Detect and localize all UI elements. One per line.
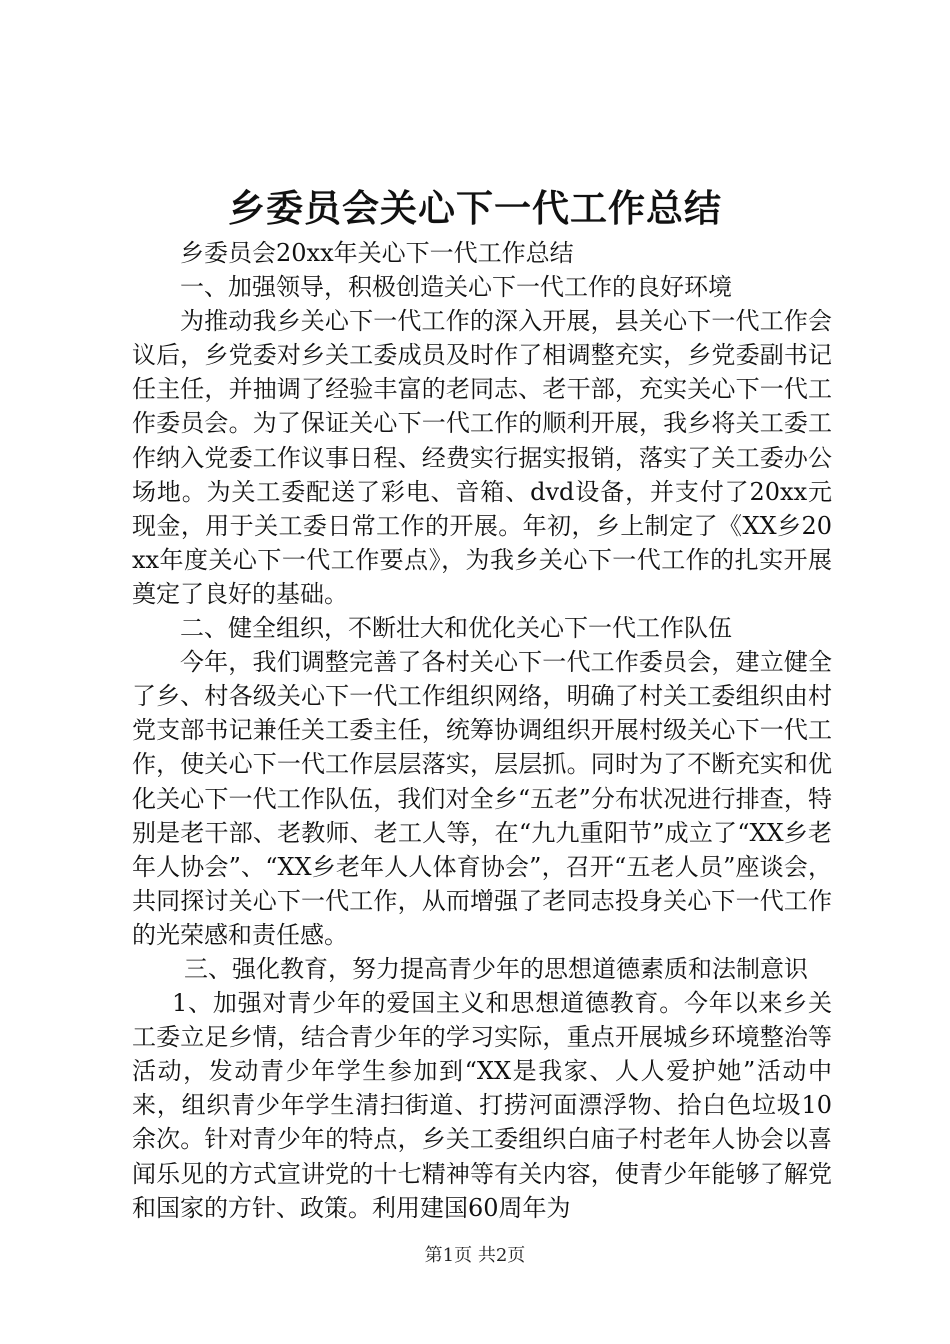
subtitle-line: 乡委员会20xx年关心下一代工作总结 [180,239,574,267]
paragraph-2: 今年，我们调整完善了各村关心下一代工作委员会，建立健全了乡、村各级关心下一代工作组织网络，明确了村关工委组织由村党支部书记兼任关工委主任，统筹协调组织开展村级关心下一代工作，使关心下一代工作层层落实，层层抓。同时为了不断充实和优化关心下一代工作队伍，我们对全乡“五老”分布状况进行排查，特别是老干部、老教师、老工人等，在“九九重阳节”成立了“XX乡老年人协会”、“XX乡老年人人体育协会”，召开“五老人员”座谈会，共同探讨关心下一代工作，从而增强了老同志投身关心下一代工作的光荣感和责任感。 [132,648,832,949]
section-heading-1: 一、加强领导，积极创造关心下一代工作的良好环境 [180,273,732,302]
paragraph-3: 1、加强对青少年的爱国主义和思想道德教育。今年以来乡关工委立足乡情，结合青少年的学习实际，重点开展城乡环境整治等活动，发动青少年学生参加到“XX是我家、人人爱护她”活动中来，组织青少年学生清扫街道、打捞河面漂浮物、拾白色垃圾10余次。针对青少年的特点，乡关工委组织白庙子村老年人协会以喜闻乐见的方式宣讲党的十七精神等有关内容，使青少年能够了解党和国家的方针、政策。利用建国60周年为 [132,989,832,1222]
document-body [132,236,832,1225]
paragraph-1: 为推动我乡关心下一代工作的深入开展，县关心下一代工作会议后，乡党委对乡关工委成员及时作了相调整充实，乡党委副书记任主任，并抽调了经验丰富的老同志、老干部，充实关心下一代工作委员会。为了保证关心下一代工作的顺利开展，我乡将关工委工作纳入党委工作议事日程、经费实行据实报销，落实了关工委办公场地。为关工委配送了彩电、音箱、dvd设备，并支付了20xx元现金，用于关工委日常工作的开展。年初，乡上制定了《XX乡20xx年度关心下一代工作要点》，为我乡关心下一代工作的扎实开展奠定了良好的基础。 [132,307,832,608]
document-title: 乡委员会关心下一代工作总结 [228,186,722,230]
page-footer: 第1页 共2页 [424,1245,526,1266]
section-heading-2: 二、健全组织，不断壮大和优化关心下一代工作队伍 [180,614,732,643]
section-heading-3: 三、强化教育，努力提高青少年的思想道德素质和法制意识 [184,954,808,983]
